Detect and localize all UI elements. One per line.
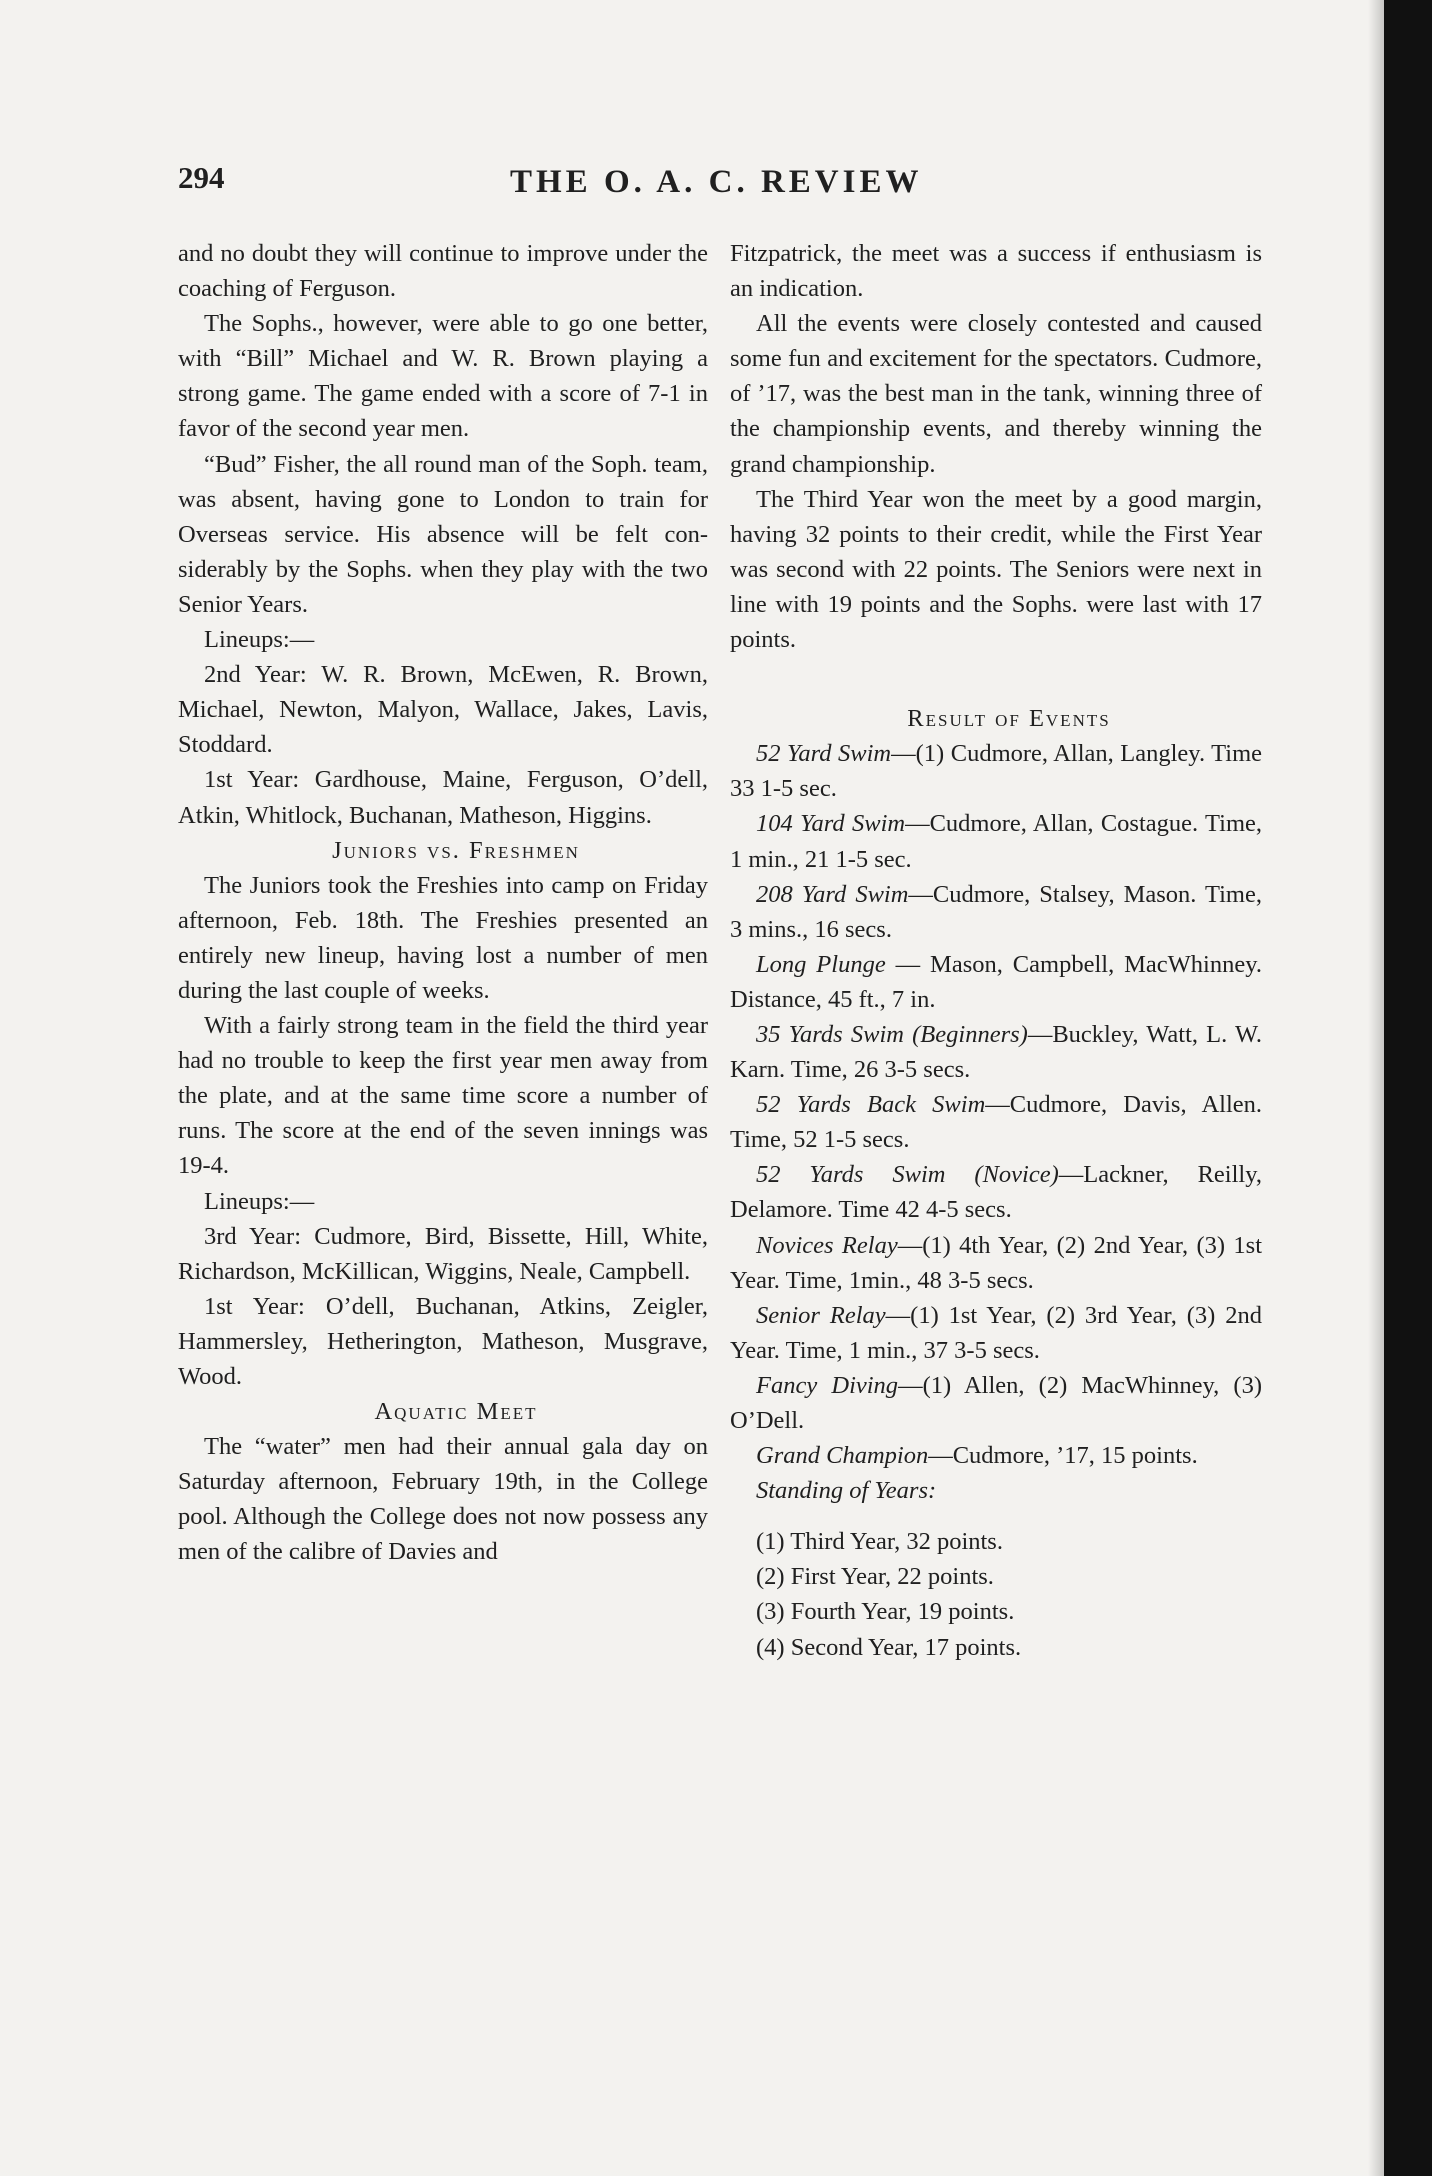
event-entry [730, 1157, 1262, 1227]
standing-item: (1) Third Year, 32 points. [756, 1528, 1003, 1556]
paragraph: The Sophs., however, were able to go one better, with “Bill” Michael and W. R. Brown playing a strong game. The game ended with a score of 7-1 in favor of the second year men. [178, 310, 708, 443]
paragraph: 3rd Year: Cudmore, Bird, Bissette, Hill, White, Richardson, McKillican, Wiggins, Neale, Campbell. [178, 1222, 708, 1285]
event-entry [730, 1438, 1262, 1473]
event-name: 52 Yards Back Swim [756, 1091, 986, 1119]
event-name: 52 Yard Swim [756, 740, 892, 768]
event-result: —Cudmore, ’17, 15 points. [928, 1442, 1198, 1470]
running-title: THE O. A. C. REVIEW [510, 164, 923, 200]
event-result: —Cudmore, Davis, Allen. Time, 52 1-5 secs. [730, 1091, 1263, 1154]
event-name: Senior Relay [756, 1301, 886, 1329]
event-entry [730, 1368, 1262, 1438]
paragraph: “Bud” Fisher, the all round man of the Soph. team, was absent, having gone to London to train for Overseas service. His absence will be felt considerably by the Sophs. when they play with the two Senior Years. [178, 450, 708, 618]
left-column [178, 236, 708, 1570]
event-name: 35 Yards Swim (Beginners) [756, 1020, 1028, 1048]
event-result: —(1) Allen, (2) MacWhinney, (3) O’Dell. [730, 1371, 1262, 1434]
event-entry [730, 1017, 1262, 1087]
event-result: —Lackner, Reilly, Delamore. Time 42 4-5 secs. [730, 1161, 1263, 1224]
page-number: 294 [178, 160, 225, 195]
paragraph: Lineups:— [204, 1187, 315, 1215]
event-result: —Buckley, Watt, L. W. Karn. Time, 26 3-5 secs. [730, 1020, 1262, 1084]
event-entry [730, 877, 1262, 947]
paragraph: 1st Year: Gardhouse, Maine, Ferguson, O’dell, Atkin, Whitlock, Buchanan, Matheson, Higgins. [178, 766, 708, 829]
event-entry [730, 736, 1262, 806]
paragraph: Fitzpatrick, the meet was a success if enthusiasm is an indication. [730, 240, 1262, 303]
event-entry [730, 1298, 1262, 1368]
event-name: 52 Yards Swim (Novice) [756, 1161, 1059, 1189]
event-entry [730, 806, 1262, 876]
event-name: 104 Yard Swim [756, 810, 906, 838]
event-result: —(1) Cudmore, Allan, Langley. Time 33 1-5 sec. [730, 740, 1262, 803]
paragraph: All the events were closely contested and caused some fun and excitement for the spectators. Cudmore, of ’17, was the best man in the tank, winning three of the championship events, and thereby winning the grand championship. [730, 310, 1262, 478]
event-result: — Mason, Campbell, MacWhinney. Distance, 45 ft., 7 in. [730, 950, 1262, 1013]
event-result: —Cudmore, Stalsey, Mason. Time, 3 mins., 16 secs. [730, 880, 1262, 943]
paragraph: 2nd Year: W. R. Brown, McEwen, R. Brown, Michael, Newton, Malyon, Wallace, Jakes, Lavis, Stoddard. [178, 661, 708, 759]
event-result: —Cudmore, Allan, Costague. Time, 1 min., 21 1-5 sec. [730, 810, 1263, 873]
standing-item: (4) Second Year, 17 points. [756, 1633, 1022, 1661]
event-result: —(1) 1st Year, (2) 3rd Year, (3) 2nd Year. Time, 1 min., 37 3-5 secs. [730, 1301, 1262, 1364]
standings-list [730, 1524, 1262, 1664]
event-entry [730, 947, 1262, 1017]
binding-shadow [1368, 0, 1384, 2176]
event-entry [730, 1087, 1262, 1157]
paragraph: The “water” men had their annual gala day on Saturday afternoon, February 19th, in the College pool. Although the College does not now possess any men of the calibre of Davies and [178, 1433, 708, 1566]
paragraph: and no doubt they will continue to improve under the coaching of Ferguson. [178, 240, 708, 303]
paragraph: Lineups:— [204, 626, 315, 654]
event-name: Fancy Diving [756, 1371, 899, 1399]
paragraph: 1st Year: O’dell, Buchanan, Atkins, Zeigler, Hammersley, Hetherington, Matheson, Musgrave, Wood. [178, 1292, 708, 1390]
standing-item: (2) First Year, 22 points. [756, 1563, 994, 1591]
paragraph: The Juniors took the Freshies into camp on Friday afternoon, Feb. 18th. The Freshies presented an entirely new lineup, having lost a number of men during the last couple of weeks. [178, 871, 708, 1004]
page-edge [1384, 0, 1432, 2176]
section-heading: Result of Events [907, 705, 1111, 733]
section-heading: Juniors vs. Freshmen [332, 836, 580, 864]
right-column [730, 236, 1262, 1665]
standing-title: Standing of Years: [756, 1477, 937, 1505]
standing-item: (3) Fourth Year, 19 points. [756, 1598, 1015, 1626]
paragraph: The Third Year won the meet by a good margin, having 32 points to their credit, while the First Year was second with 22 points. The Seniors were next in line with 19 points and the Sophs. were last with 17 points. [730, 485, 1262, 654]
event-name: Long Plunge [756, 950, 886, 978]
paragraph: With a fairly strong team in the field the third year had no trouble to keep the first year men away from the plate, and at the same time score a number of runs. The score at the end of the seven innings was 19-4. [178, 1012, 708, 1180]
event-name: Novices Relay [756, 1231, 898, 1259]
event-name: 208 Yard Swim [756, 880, 909, 908]
event-result: —(1) 4th Year, (2) 2nd Year, (3) 1st Year. Time, 1min., 48 3-5 secs. [730, 1231, 1263, 1294]
section-heading: Aquatic Meet [374, 1398, 538, 1426]
event-name: Grand Champion [756, 1442, 929, 1470]
event-entry [730, 1228, 1262, 1298]
